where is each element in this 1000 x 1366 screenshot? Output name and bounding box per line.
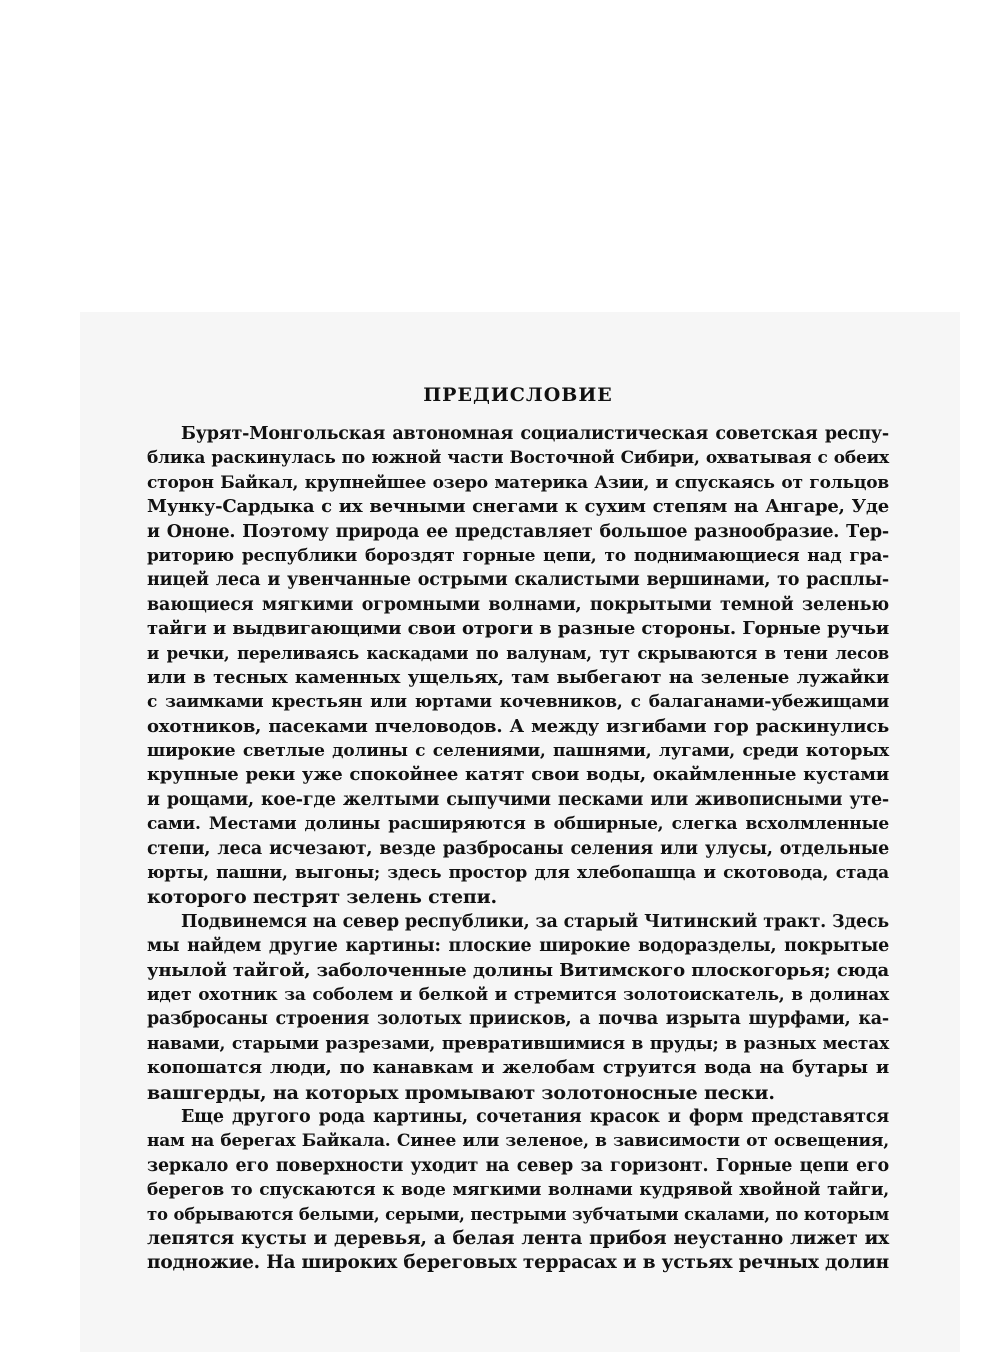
text-line: и Ононе. Поэтому природа ее представляет большое разнообразие. Тер- — [147, 521, 889, 542]
text-line: вающиеся мягкими огромными волнами, покрытыми темной зеленью — [147, 594, 889, 615]
text-line: широкие светлые долины с селениями, пашнями, лугами, среди которых — [147, 741, 889, 762]
text-line: блика раскинулась по южной части Восточной Сибири, охватывая с обеих — [147, 448, 889, 469]
text-line: и рощами, кое-где желтыми сыпучими песками или живописными уте- — [147, 789, 889, 810]
text-line: вашгерды, на которых промывают золотоносные пески. — [147, 1081, 775, 1104]
text-line: нам на берегах Байкала. Синее или зеленое, в зависимости от освещения, — [147, 1131, 889, 1152]
text-line: навами, старыми разрезами, превратившимися в пруды; в разных местах — [147, 1033, 889, 1054]
paragraph-2 — [147, 910, 889, 1105]
text-line: зеркало его поверхности уходит на север за горизонт. Горные цепи его — [147, 1155, 889, 1176]
text-line: то обрываются белыми, серыми, пестрыми зубчатыми скалами, по которым — [147, 1204, 889, 1224]
text-line: и речки, переливаясь каскадами по валунам, тут скрываются в тени лесов — [147, 643, 889, 663]
text-line: разбросаны строения золотых приисков, а почва изрыта шурфами, ка- — [147, 1009, 889, 1030]
text-line: унылой тайгой, заболоченные долины Витимского плоскогорья; сюда — [147, 959, 889, 981]
text-line: подножие. На широких береговых террасах и в устьях речных долин — [147, 1252, 889, 1274]
text-line: берегов то спускаются к воде мягкими волнами кудрявой хвойной тайги, — [147, 1180, 889, 1201]
text-line: ницей леса и увенчанные острыми скалистыми вершинами, то расплы- — [147, 570, 889, 591]
text-line: риторию республики бороздят горные цепи, то поднимающиеся над гра- — [147, 545, 889, 566]
text-line: охотников, пасеками пчеловодов. А между изгибами гор раскинулись — [147, 715, 889, 737]
text-line: сами. Местами долины расширяются в обширные, слегка всхолмленные — [147, 814, 889, 835]
text-line: степи, леса исчезают, везде разбросаны селения или улусы, отдельные — [147, 838, 889, 859]
text-line: тайги и выдвигающими свои отроги в разные стороны. Горные ручьи — [147, 618, 889, 640]
page-title: ПРЕДИСЛОВИЕ — [423, 384, 613, 406]
text-line: с заимками крестьян или юртами кочевников, с балаганами-убежищами — [147, 692, 889, 713]
text-line: сторон Байкал, крупнейшее озеро материка Азии, и спускаясь от гольцов — [147, 472, 889, 493]
text-line: или в тесных каменных ущельях, там выбегают на зеленые лужайки — [147, 666, 889, 688]
text-line: копошатся люди, по канавкам и желобам струится вода на бутары и — [147, 1057, 889, 1079]
text-line: Бурят-Монгольская автономная социалистическая советская респу- — [181, 424, 889, 444]
text-line: Еще другого рода картины, сочетания красок и форм представятся — [181, 1106, 889, 1127]
text-line: юрты, пашни, выгоны; здесь простор для хлебопашца и скотовода, стада — [147, 863, 889, 884]
text-line: мы найдем другие картины: плоские широкие водоразделы, покрытые — [147, 936, 889, 957]
text-line: которого пестрят зелень степи. — [147, 886, 497, 909]
text-line: Подвинемся на север республики, за старый Читинский тракт. Здесь — [181, 911, 889, 932]
paragraph-1 — [147, 422, 889, 910]
page-text-block — [147, 380, 889, 1276]
text-line: крупные реки уже спокойнее катят свои воды, окаймленные кустами — [147, 764, 889, 786]
text-line: идет охотник за соболем и белкой и стремится золотоискатель, в долинах — [147, 984, 889, 1005]
paragraph-3 — [147, 1105, 889, 1276]
text-line: Мунку-Сардыка с их вечными снегами к сухим степям на Ангаре, Уде — [147, 496, 889, 518]
text-line: лепятся кусты и деревья, а белая лента прибоя неустанно лижет их — [147, 1227, 889, 1249]
